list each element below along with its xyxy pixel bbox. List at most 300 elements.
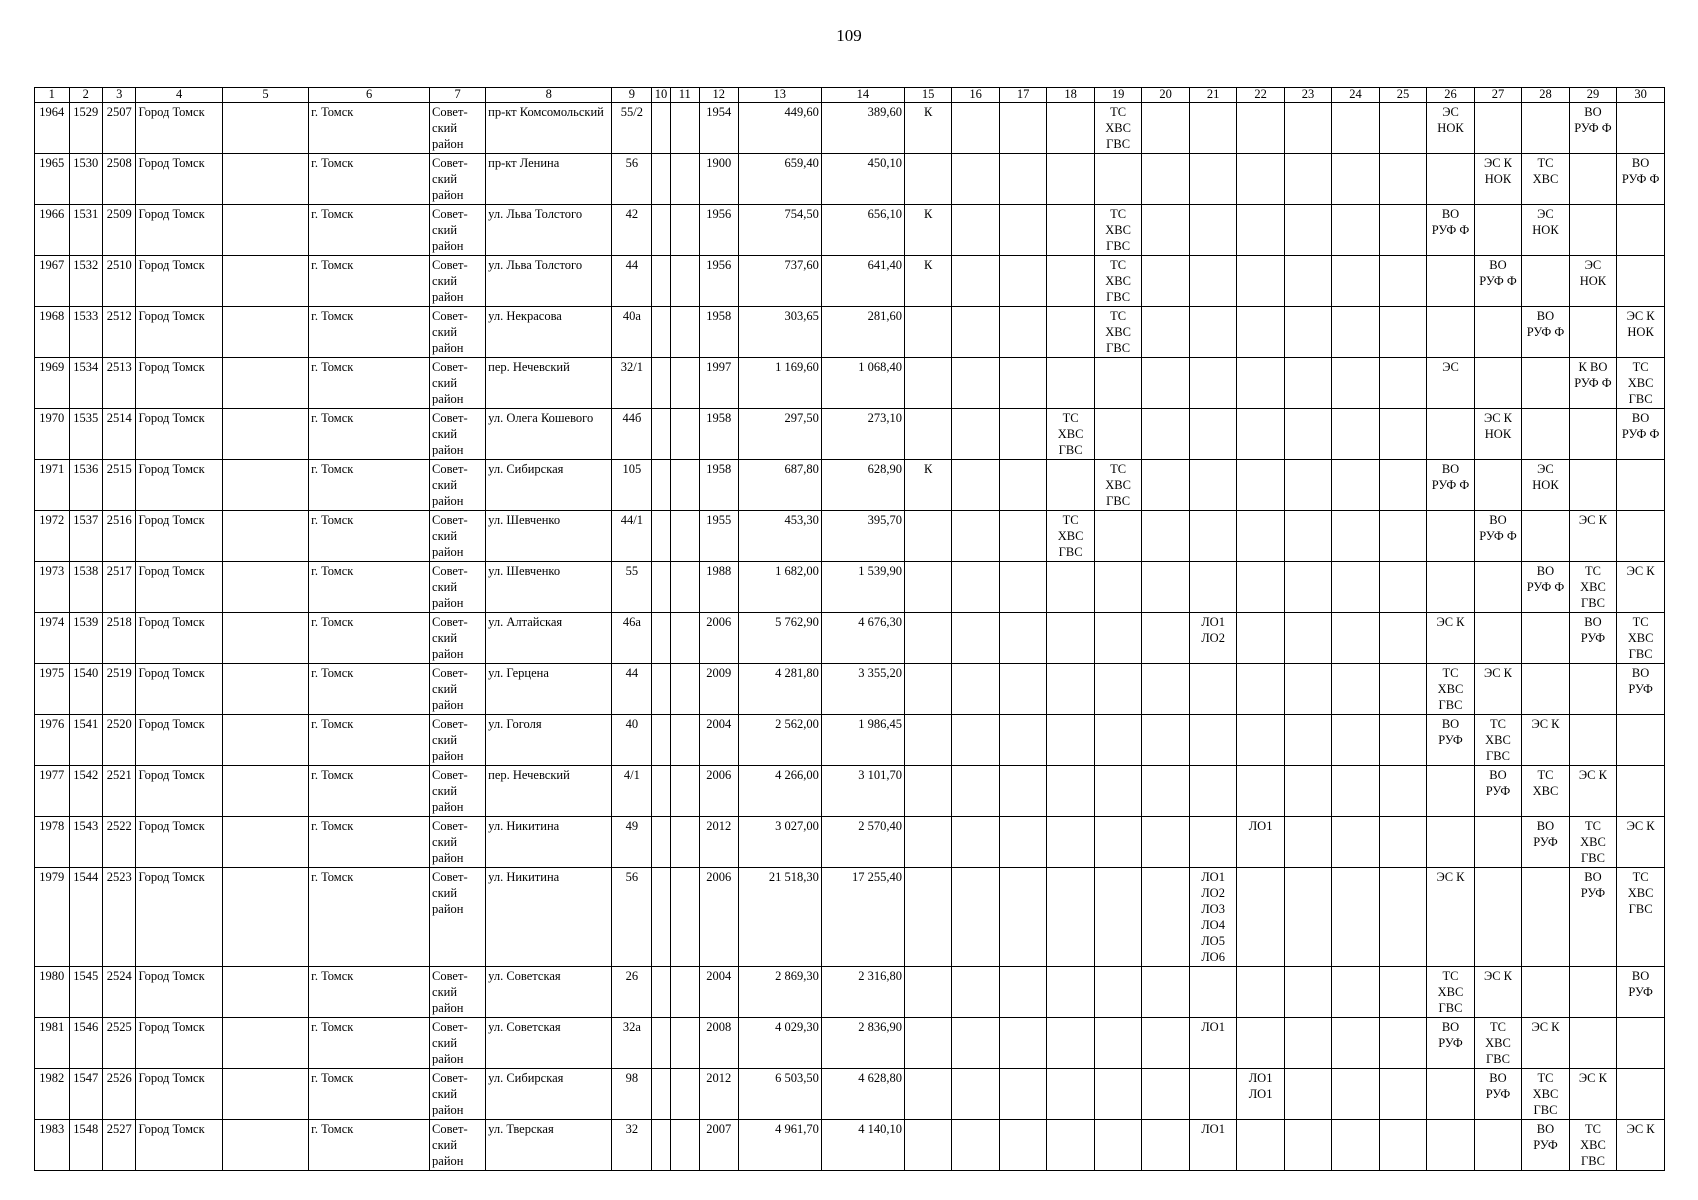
cell-col-6: г. Томск [309, 1120, 430, 1171]
cell-col-7: Совет- ский район [430, 511, 486, 562]
cell-col-19 [1094, 1120, 1141, 1171]
cell-col-25 [1379, 868, 1426, 967]
cell-col-25 [1379, 154, 1426, 205]
cell-col-3: 2522 [102, 817, 135, 868]
cell-col-20 [1142, 817, 1189, 868]
cell-col-9: 55/2 [612, 103, 652, 154]
column-header-16: 16 [952, 88, 999, 103]
cell-col-19 [1094, 409, 1141, 460]
cell-col-9: 32 [612, 1120, 652, 1171]
table-row [35, 154, 1665, 205]
cell-col-29 [1569, 154, 1616, 205]
cell-col-17 [999, 817, 1046, 868]
cell-col-3: 2513 [102, 358, 135, 409]
cell-col-25 [1379, 409, 1426, 460]
cell-col-16 [952, 154, 999, 205]
cell-col-16 [952, 511, 999, 562]
cell-col-6: г. Томск [309, 511, 430, 562]
cell-col-30 [1617, 205, 1665, 256]
cell-col-7: Совет- ский район [430, 1120, 486, 1171]
cell-col-8: ул. Советская [486, 1018, 612, 1069]
cell-col-13: 2 562,00 [738, 715, 821, 766]
table-row [35, 613, 1665, 664]
cell-col-16 [952, 766, 999, 817]
cell-col-28 [1522, 256, 1569, 307]
cell-col-19 [1094, 154, 1141, 205]
cell-col-30: ТС ХВС ГВС [1617, 358, 1665, 409]
cell-col-19: ТС ХВС ГВС [1094, 307, 1141, 358]
cell-col-7: Совет- ский район [430, 358, 486, 409]
cell-col-15: К [904, 205, 951, 256]
cell-col-10 [652, 766, 670, 817]
cell-col-22: ЛО1 ЛО1 [1237, 1069, 1284, 1120]
cell-col-27: ЭС К [1474, 664, 1521, 715]
cell-col-21 [1189, 511, 1236, 562]
cell-col-29: ЭС НОК [1569, 256, 1616, 307]
cell-col-12: 1958 [699, 307, 738, 358]
cell-col-13: 1 169,60 [738, 358, 821, 409]
cell-col-2: 1545 [69, 967, 102, 1018]
cell-col-11 [670, 562, 699, 613]
cell-col-25 [1379, 766, 1426, 817]
cell-col-30 [1617, 256, 1665, 307]
cell-col-1: 1979 [35, 868, 70, 967]
cell-col-11 [670, 154, 699, 205]
cell-col-5 [222, 817, 308, 868]
cell-col-17 [999, 1120, 1046, 1171]
cell-col-4: Город Томск [136, 868, 222, 967]
cell-col-12: 2006 [699, 868, 738, 967]
cell-col-28 [1522, 868, 1569, 967]
cell-col-23 [1284, 256, 1331, 307]
cell-col-21 [1189, 409, 1236, 460]
cell-col-25 [1379, 103, 1426, 154]
cell-col-30 [1617, 766, 1665, 817]
cell-col-25 [1379, 256, 1426, 307]
cell-col-27 [1474, 817, 1521, 868]
cell-col-14: 2 316,80 [821, 967, 904, 1018]
cell-col-25 [1379, 817, 1426, 868]
cell-col-29 [1569, 715, 1616, 766]
cell-col-13: 2 869,30 [738, 967, 821, 1018]
cell-col-10 [652, 664, 670, 715]
cell-col-10 [652, 868, 670, 967]
cell-col-8: ул. Алтайская [486, 613, 612, 664]
cell-col-13: 453,30 [738, 511, 821, 562]
cell-col-22 [1237, 613, 1284, 664]
column-header-28: 28 [1522, 88, 1569, 103]
cell-col-2: 1538 [69, 562, 102, 613]
cell-col-16 [952, 613, 999, 664]
cell-col-16 [952, 817, 999, 868]
cell-col-29 [1569, 967, 1616, 1018]
cell-col-13: 303,65 [738, 307, 821, 358]
cell-col-27: ЭС К НОК [1474, 154, 1521, 205]
cell-col-23 [1284, 613, 1331, 664]
cell-col-18 [1047, 664, 1094, 715]
cell-col-20 [1142, 256, 1189, 307]
cell-col-12: 1997 [699, 358, 738, 409]
cell-col-9: 4/1 [612, 766, 652, 817]
column-header-4: 4 [136, 88, 222, 103]
cell-col-8: пр-кт Ленина [486, 154, 612, 205]
cell-col-21: ЛО1 [1189, 1018, 1236, 1069]
cell-col-29: К ВО РУФ Ф [1569, 358, 1616, 409]
cell-col-27 [1474, 460, 1521, 511]
cell-col-30: ЭС К [1617, 817, 1665, 868]
column-header-15: 15 [904, 88, 951, 103]
cell-col-1: 1970 [35, 409, 70, 460]
cell-col-24 [1332, 1018, 1379, 1069]
cell-col-10 [652, 1120, 670, 1171]
cell-col-5 [222, 205, 308, 256]
cell-col-9: 56 [612, 868, 652, 967]
cell-col-8: ул. Герцена [486, 664, 612, 715]
cell-col-28: ВО РУФ Ф [1522, 562, 1569, 613]
cell-col-23 [1284, 358, 1331, 409]
column-header-20: 20 [1142, 88, 1189, 103]
cell-col-27 [1474, 613, 1521, 664]
cell-col-11 [670, 103, 699, 154]
cell-col-19: ТС ХВС ГВС [1094, 205, 1141, 256]
cell-col-20 [1142, 511, 1189, 562]
cell-col-2: 1537 [69, 511, 102, 562]
table-row [35, 511, 1665, 562]
table-row [35, 256, 1665, 307]
column-header-1: 1 [35, 88, 70, 103]
cell-col-5 [222, 562, 308, 613]
cell-col-2: 1534 [69, 358, 102, 409]
cell-col-6: г. Томск [309, 562, 430, 613]
cell-col-13: 737,60 [738, 256, 821, 307]
column-header-26: 26 [1427, 88, 1474, 103]
cell-col-17 [999, 715, 1046, 766]
cell-col-6: г. Томск [309, 817, 430, 868]
cell-col-7: Совет- ский район [430, 562, 486, 613]
cell-col-7: Совет- ский район [430, 460, 486, 511]
cell-col-3: 2520 [102, 715, 135, 766]
cell-col-5 [222, 460, 308, 511]
cell-col-4: Город Томск [136, 1069, 222, 1120]
cell-col-16 [952, 967, 999, 1018]
cell-col-30 [1617, 1018, 1665, 1069]
cell-col-18 [1047, 817, 1094, 868]
cell-col-29: ТС ХВС ГВС [1569, 562, 1616, 613]
cell-col-19 [1094, 1018, 1141, 1069]
cell-col-13: 659,40 [738, 154, 821, 205]
cell-col-1: 1972 [35, 511, 70, 562]
cell-col-24 [1332, 817, 1379, 868]
table-row [35, 1018, 1665, 1069]
cell-col-14: 273,10 [821, 409, 904, 460]
cell-col-22 [1237, 967, 1284, 1018]
column-header-6: 6 [309, 88, 430, 103]
cell-col-11 [670, 664, 699, 715]
cell-col-18 [1047, 307, 1094, 358]
cell-col-7: Совет- ский район [430, 664, 486, 715]
column-header-8: 8 [486, 88, 612, 103]
cell-col-17 [999, 154, 1046, 205]
cell-col-28 [1522, 664, 1569, 715]
cell-col-25 [1379, 613, 1426, 664]
cell-col-29: ЭС К [1569, 766, 1616, 817]
cell-col-25 [1379, 307, 1426, 358]
cell-col-2: 1544 [69, 868, 102, 967]
cell-col-4: Город Томск [136, 766, 222, 817]
cell-col-27 [1474, 1120, 1521, 1171]
cell-col-7: Совет- ский район [430, 1018, 486, 1069]
cell-col-20 [1142, 103, 1189, 154]
cell-col-17 [999, 868, 1046, 967]
cell-col-6: г. Томск [309, 205, 430, 256]
cell-col-30: ЭС К [1617, 562, 1665, 613]
cell-col-29: ТС ХВС ГВС [1569, 817, 1616, 868]
cell-col-5 [222, 358, 308, 409]
cell-col-6: г. Томск [309, 1069, 430, 1120]
cell-col-15 [904, 562, 951, 613]
cell-col-21 [1189, 256, 1236, 307]
cell-col-7: Совет- ский район [430, 715, 486, 766]
cell-col-18 [1047, 358, 1094, 409]
table-row [35, 1069, 1665, 1120]
cell-col-27 [1474, 868, 1521, 967]
cell-col-18 [1047, 613, 1094, 664]
cell-col-10 [652, 511, 670, 562]
cell-col-28 [1522, 358, 1569, 409]
cell-col-11 [670, 1018, 699, 1069]
cell-col-28: ВО РУФ Ф [1522, 307, 1569, 358]
cell-col-27 [1474, 307, 1521, 358]
cell-col-3: 2525 [102, 1018, 135, 1069]
cell-col-21 [1189, 817, 1236, 868]
cell-col-20 [1142, 154, 1189, 205]
cell-col-16 [952, 562, 999, 613]
cell-col-26 [1427, 256, 1474, 307]
cell-col-8: пр-кт Комсомольский [486, 103, 612, 154]
cell-col-1: 1976 [35, 715, 70, 766]
cell-col-14: 4 140,10 [821, 1120, 904, 1171]
cell-col-8: ул. Шевченко [486, 511, 612, 562]
cell-col-21 [1189, 307, 1236, 358]
cell-col-7: Совет- ский район [430, 868, 486, 967]
cell-col-25 [1379, 715, 1426, 766]
cell-col-28: ЭС НОК [1522, 460, 1569, 511]
cell-col-5 [222, 154, 308, 205]
cell-col-28 [1522, 409, 1569, 460]
cell-col-8: ул. Олега Кошевого [486, 409, 612, 460]
cell-col-14: 4 676,30 [821, 613, 904, 664]
cell-col-24 [1332, 511, 1379, 562]
cell-col-19: ТС ХВС ГВС [1094, 460, 1141, 511]
cell-col-1: 1978 [35, 817, 70, 868]
cell-col-8: ул. Никитина [486, 817, 612, 868]
cell-col-14: 281,60 [821, 307, 904, 358]
cell-col-15 [904, 1120, 951, 1171]
cell-col-23 [1284, 868, 1331, 967]
cell-col-14: 2 570,40 [821, 817, 904, 868]
cell-col-6: г. Томск [309, 1018, 430, 1069]
cell-col-22 [1237, 511, 1284, 562]
column-header-23: 23 [1284, 88, 1331, 103]
cell-col-22 [1237, 154, 1284, 205]
cell-col-23 [1284, 967, 1331, 1018]
cell-col-14: 656,10 [821, 205, 904, 256]
cell-col-9: 44 [612, 256, 652, 307]
cell-col-27: ЭС К НОК [1474, 409, 1521, 460]
cell-col-21 [1189, 562, 1236, 613]
cell-col-30: ТС ХВС ГВС [1617, 613, 1665, 664]
cell-col-24 [1332, 307, 1379, 358]
cell-col-12: 2006 [699, 613, 738, 664]
cell-col-17 [999, 1018, 1046, 1069]
cell-col-8: ул. Льва Толстого [486, 205, 612, 256]
cell-col-9: 40 [612, 715, 652, 766]
cell-col-23 [1284, 562, 1331, 613]
cell-col-3: 2510 [102, 256, 135, 307]
cell-col-22 [1237, 868, 1284, 967]
cell-col-12: 1988 [699, 562, 738, 613]
cell-col-24 [1332, 205, 1379, 256]
cell-col-14: 389,60 [821, 103, 904, 154]
cell-col-23 [1284, 715, 1331, 766]
cell-col-23 [1284, 154, 1331, 205]
cell-col-3: 2517 [102, 562, 135, 613]
cell-col-14: 641,40 [821, 256, 904, 307]
cell-col-30: ВО РУФ [1617, 664, 1665, 715]
cell-col-3: 2523 [102, 868, 135, 967]
cell-col-26: ТС ХВС ГВС [1427, 967, 1474, 1018]
cell-col-4: Город Томск [136, 103, 222, 154]
cell-col-11 [670, 1069, 699, 1120]
cell-col-10 [652, 967, 670, 1018]
cell-col-29: ВО РУФ [1569, 613, 1616, 664]
cell-col-16 [952, 103, 999, 154]
cell-col-19 [1094, 358, 1141, 409]
cell-col-24 [1332, 967, 1379, 1018]
cell-col-8: ул. Сибирская [486, 1069, 612, 1120]
cell-col-4: Город Томск [136, 613, 222, 664]
cell-col-30: ВО РУФ [1617, 967, 1665, 1018]
cell-col-28 [1522, 967, 1569, 1018]
cell-col-4: Город Томск [136, 1018, 222, 1069]
cell-col-1: 1981 [35, 1018, 70, 1069]
cell-col-3: 2519 [102, 664, 135, 715]
cell-col-27 [1474, 205, 1521, 256]
cell-col-26 [1427, 154, 1474, 205]
cell-col-11 [670, 817, 699, 868]
cell-col-22 [1237, 307, 1284, 358]
cell-col-11 [670, 409, 699, 460]
cell-col-18 [1047, 1069, 1094, 1120]
cell-col-17 [999, 967, 1046, 1018]
cell-col-6: г. Томск [309, 460, 430, 511]
cell-col-19 [1094, 817, 1141, 868]
table-row [35, 766, 1665, 817]
cell-col-15 [904, 307, 951, 358]
cell-col-5 [222, 1120, 308, 1171]
cell-col-22: ЛО1 [1237, 817, 1284, 868]
cell-col-18 [1047, 1018, 1094, 1069]
cell-col-4: Город Томск [136, 409, 222, 460]
cell-col-11 [670, 766, 699, 817]
cell-col-26: ТС ХВС ГВС [1427, 664, 1474, 715]
cell-col-6: г. Томск [309, 409, 430, 460]
cell-col-20 [1142, 1120, 1189, 1171]
cell-col-22 [1237, 1120, 1284, 1171]
cell-col-8: ул. Тверская [486, 1120, 612, 1171]
table-row [35, 562, 1665, 613]
cell-col-3: 2518 [102, 613, 135, 664]
cell-col-15 [904, 1018, 951, 1069]
cell-col-17 [999, 103, 1046, 154]
cell-col-25 [1379, 967, 1426, 1018]
cell-col-21 [1189, 103, 1236, 154]
cell-col-6: г. Томск [309, 613, 430, 664]
cell-col-10 [652, 1069, 670, 1120]
cell-col-10 [652, 103, 670, 154]
cell-col-3: 2507 [102, 103, 135, 154]
cell-col-9: 105 [612, 460, 652, 511]
cell-col-17 [999, 358, 1046, 409]
cell-col-28: ЭС НОК [1522, 205, 1569, 256]
cell-col-2: 1533 [69, 307, 102, 358]
cell-col-6: г. Томск [309, 766, 430, 817]
cell-col-2: 1539 [69, 613, 102, 664]
cell-col-23 [1284, 1018, 1331, 1069]
cell-col-27: ВО РУФ [1474, 1069, 1521, 1120]
cell-col-21 [1189, 715, 1236, 766]
cell-col-10 [652, 460, 670, 511]
cell-col-10 [652, 307, 670, 358]
table-row [35, 1120, 1665, 1171]
cell-col-24 [1332, 358, 1379, 409]
cell-col-1: 1980 [35, 967, 70, 1018]
cell-col-4: Город Томск [136, 715, 222, 766]
cell-col-3: 2512 [102, 307, 135, 358]
register-table [34, 87, 1665, 1171]
cell-col-8: ул. Гоголя [486, 715, 612, 766]
cell-col-7: Совет- ский район [430, 205, 486, 256]
cell-col-5 [222, 664, 308, 715]
cell-col-25 [1379, 664, 1426, 715]
cell-col-26 [1427, 307, 1474, 358]
cell-col-25 [1379, 1069, 1426, 1120]
column-number-header [35, 88, 1665, 103]
cell-col-20 [1142, 205, 1189, 256]
cell-col-15 [904, 868, 951, 967]
column-header-14: 14 [821, 88, 904, 103]
cell-col-26 [1427, 409, 1474, 460]
cell-col-17 [999, 1069, 1046, 1120]
cell-col-4: Город Томск [136, 358, 222, 409]
cell-col-23 [1284, 103, 1331, 154]
cell-col-8: ул. Шевченко [486, 562, 612, 613]
cell-col-22 [1237, 256, 1284, 307]
cell-col-10 [652, 256, 670, 307]
column-header-9: 9 [612, 88, 652, 103]
cell-col-30 [1617, 511, 1665, 562]
cell-col-19: ТС ХВС ГВС [1094, 256, 1141, 307]
cell-col-11 [670, 967, 699, 1018]
cell-col-13: 21 518,30 [738, 868, 821, 967]
cell-col-22 [1237, 460, 1284, 511]
cell-col-25 [1379, 511, 1426, 562]
cell-col-12: 1958 [699, 409, 738, 460]
cell-col-7: Совет- ский район [430, 967, 486, 1018]
cell-col-16 [952, 460, 999, 511]
cell-col-2: 1531 [69, 205, 102, 256]
cell-col-7: Совет- ский район [430, 154, 486, 205]
